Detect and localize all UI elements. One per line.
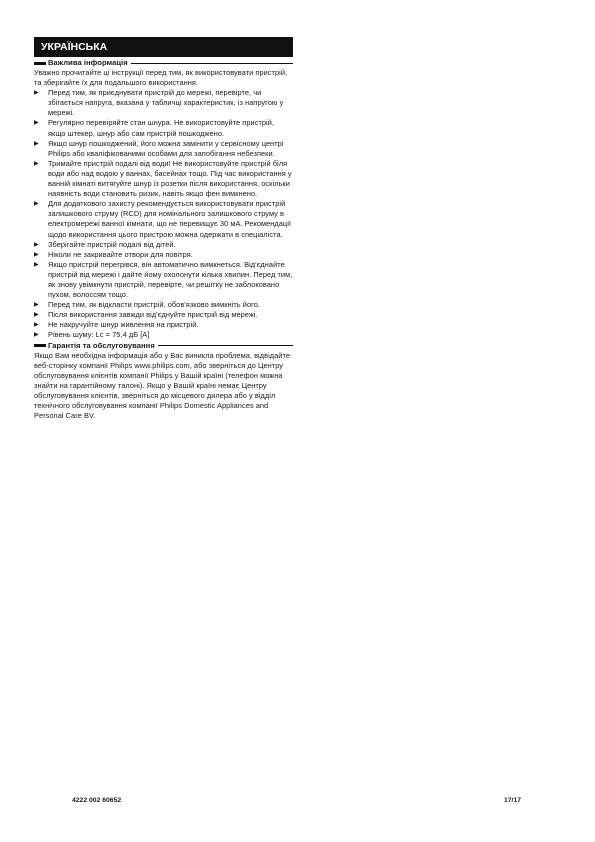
list-item-text: Рівень шуму: Lc = 75,4 дБ [A]	[48, 330, 150, 340]
warranty-heading	[34, 341, 293, 351]
list-item-text: Регулярно перевіряйте стан шнура. Не використовуйте пристрій, якщо штекер, шнур або сам пристрій пошкоджено.	[48, 118, 275, 138]
triangle-bullet-icon: ▶	[34, 241, 39, 248]
heading-bar-icon	[34, 62, 46, 65]
heading-rule	[158, 345, 293, 346]
list-item-text: Тримайте пристрій подалі від води! Не використовуйте пристрій біля води або над водою у ваннах, басейнах тощо. Під час використання у ванній кімнаті витягуйте шнур із розетки після використання, оскільки наявність води становить ризик, навіть якщо фен вимкнено.	[48, 158, 292, 199]
list-item	[34, 330, 293, 340]
list-item	[34, 118, 293, 138]
warranty-heading-text: Гарантія та обслуговування	[48, 340, 155, 350]
heading-rule	[131, 63, 293, 64]
triangle-bullet-icon: ▶	[34, 261, 39, 268]
triangle-bullet-icon: ▶	[34, 312, 39, 319]
triangle-bullet-icon: ▶	[34, 120, 39, 127]
document-code: 4222 002 60652	[72, 797, 122, 804]
list-item-text: Ніколи не закривайте отвори для повітря.	[48, 249, 193, 259]
triangle-bullet-icon: ▶	[34, 90, 39, 97]
manual-content	[34, 58, 293, 421]
page-number: 17/17	[504, 797, 522, 804]
list-item-text: Перед тим, як приєднувати пристрій до мережі, перевірте, чи збігається напруга, вказана у табличці характеристик, із напругою у мережі.	[48, 88, 284, 118]
warranty-text: Якщо Вам необхідна інформація або у Вас виникла проблема, відвідайте веб-сторінку компанії Philips www.philips.com, або зверніться до Центру обслуговування клієнтів компанії Philips у Вашій країні (телефон можна знайти на гарантійному талоні). Якщо у Вашій країні немає Центру обслуговування клієнтів, зверніться до місцевого дилера або у відділ технічного обслуговування компанії Philips Domestic Appliances and Personal Care BV.	[34, 350, 290, 421]
triangle-bullet-icon: ▶	[34, 322, 39, 329]
list-item-text: Для додаткового захисту рекомендується використовувати пристрій залишкового струму (RCD) для номінального залишкового струму в електромережі ванної кімнати, що не перевищує 30 мА. Рекомендації щодо використання цього пристрою можна одержати в спеціаліста.	[48, 199, 292, 239]
triangle-bullet-icon: ▶	[34, 140, 39, 147]
list-item	[34, 320, 293, 330]
triangle-bullet-icon: ▶	[34, 332, 39, 339]
list-item	[34, 250, 293, 260]
triangle-bullet-icon: ▶	[34, 302, 39, 309]
list-item	[34, 260, 293, 300]
important-info-heading	[34, 58, 293, 68]
triangle-bullet-icon: ▶	[34, 201, 39, 208]
list-item	[34, 139, 293, 159]
list-item-text: Якщо шнур пошкоджений, його можна замінити у сервісному центрі Philips або кваліфікованими особами для запобігання небезпеки.	[48, 138, 284, 158]
triangle-bullet-icon: ▶	[34, 251, 39, 258]
list-item-text: Після використання завжди від'єднуйте пристрій від мережі.	[48, 310, 258, 320]
list-item-text: Зберігайте пристрій подалі від дітей.	[48, 239, 176, 249]
list-item-text: Якщо пристрій перегрівся, він автоматично вимкнеться. Від'єднайте пристрій від мережі і дайте йому охолонути кілька хвилин. Перед тим, як знову увімкнути пристрій, перевірте, чи решітку не заблоковано пухом, волоссям тощо.	[48, 259, 293, 300]
important-info-heading-text: Важлива інформація	[48, 58, 128, 67]
list-item-text: Не накручуйте шнур живлення на пристрій.	[48, 320, 199, 330]
language-banner: УКРАЇНСЬКА	[34, 37, 293, 57]
heading-bar-icon	[34, 344, 46, 347]
list-item	[34, 159, 293, 199]
list-item	[34, 310, 293, 320]
triangle-bullet-icon: ▶	[34, 160, 39, 167]
list-item	[34, 88, 293, 118]
list-item	[34, 300, 293, 310]
important-list	[34, 88, 293, 340]
list-item-text: Перед тим, як відкласти пристрій, обов'язково вимкніть його.	[48, 300, 260, 310]
list-item	[34, 240, 293, 250]
list-item	[34, 199, 293, 239]
important-intro: Уважно прочитайте ці інструкції перед тим, як використовувати пристрій, та зберігайте їх для подальшого використання.	[34, 68, 288, 88]
